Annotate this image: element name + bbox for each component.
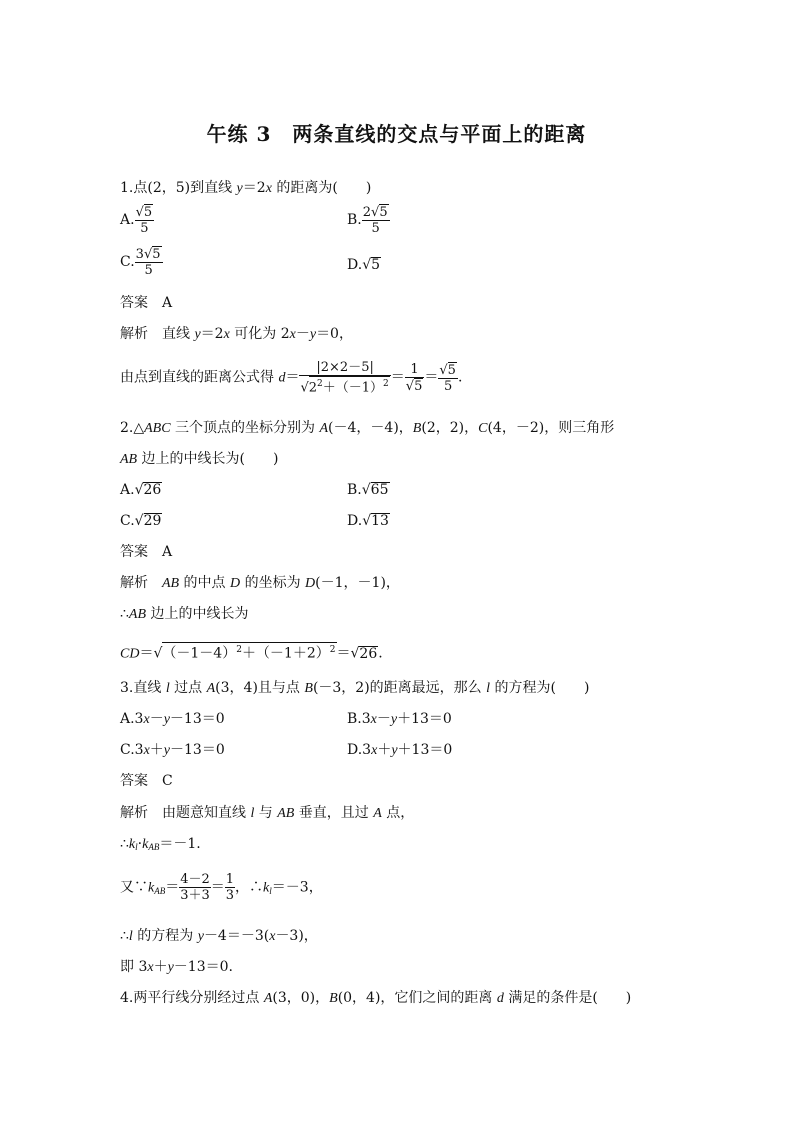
q3-analysis-line1: 解析 由题意知直线 l 与 AB 垂直，且过 A 点， bbox=[120, 805, 415, 821]
q2-answer: 答案 A bbox=[120, 544, 173, 560]
q1-answer: 答案 A bbox=[120, 295, 173, 311]
q3-analysis-line4: ∴l 的方程为 y－4＝－3(x－3)， bbox=[120, 928, 318, 944]
q1-option-d: D.√5 bbox=[347, 257, 381, 273]
q2-option-c: C.√29 bbox=[120, 513, 162, 529]
q1-option-a: A. $\frac{√5}{5}$ bbox=[120, 205, 153, 236]
q2-analysis-line2: ∴AB 边上的中线长为 bbox=[120, 606, 249, 622]
q3-option-c: C.3x＋y－13＝0 bbox=[120, 742, 225, 758]
question-2-stem-line1: 2.△ABC 三个顶点的坐标分别为 A(－4，－4)，B(2，2)，C(4，－2)，则三角形 bbox=[120, 420, 615, 436]
q1-analysis-line1: 解析 直线 y＝2x 可化为 2x－y＝0， bbox=[120, 326, 353, 342]
q2-option-d: D.√13 bbox=[347, 513, 389, 529]
q2-option-b: B.√65 bbox=[347, 482, 389, 498]
q2-option-a: A.√26 bbox=[120, 482, 162, 498]
question-1-stem: 1.点(2，5)到直线 y＝2x 的距离为( ) bbox=[120, 180, 372, 196]
q3-analysis-line2: $\therefore k_l\cdot k_{AB}=-1$. bbox=[120, 836, 201, 852]
q3-analysis-line3: 又$\because k_{AB}=$ $\frac{4-2}{3+3}$ ＝ $\frac{1}{3}$ ，$\therefore k_l=-3$， bbox=[120, 872, 323, 903]
q3-option-d: D.3x＋y＋13＝0 bbox=[347, 742, 453, 758]
q3-answer: 答案 C bbox=[120, 773, 173, 789]
q3-analysis-line5: 即 3x＋y－13＝0. bbox=[120, 959, 233, 975]
q3-option-b: B.3x－y＋13＝0 bbox=[347, 711, 452, 727]
q1-option-b: B. $\frac{2√5}{5}$ bbox=[347, 205, 388, 236]
q1-option-c: C. $\frac{3√5}{5}$ bbox=[120, 247, 161, 278]
question-3-stem: 3.直线 l 过点 A(3，4)且与点 B(－3，2)的距离最远，那么 l 的方程为( ) bbox=[120, 680, 590, 696]
question-4-stem: 4.两平行线分别经过点 A(3，0)，B(0，4)，它们之间的距离 d 满足的条件是( ) bbox=[120, 990, 632, 1006]
question-2-stem-line2: AB 边上的中线长为( ) bbox=[120, 451, 279, 467]
q2-analysis-line3: $CD=√(-1-4)^2+(-1+2)^2=√26$. bbox=[120, 642, 383, 664]
q1-analysis-line2: 由点到直线的距离公式得 d＝ $\frac{|2\times 2-5|}{√2^2+(-1)^2}$ ＝ $\frac{1}{√5}$ ＝ $\frac{√5}{5}$ . bbox=[120, 360, 463, 396]
q3-option-a: A.3x－y－13＝0 bbox=[120, 711, 225, 727]
page-title: 午练 3 两条直线的交点与平面上的距离 bbox=[206, 122, 587, 146]
q2-analysis-line1: 解析 AB 的中点 D 的坐标为 D(－1，－1)， bbox=[120, 575, 400, 591]
